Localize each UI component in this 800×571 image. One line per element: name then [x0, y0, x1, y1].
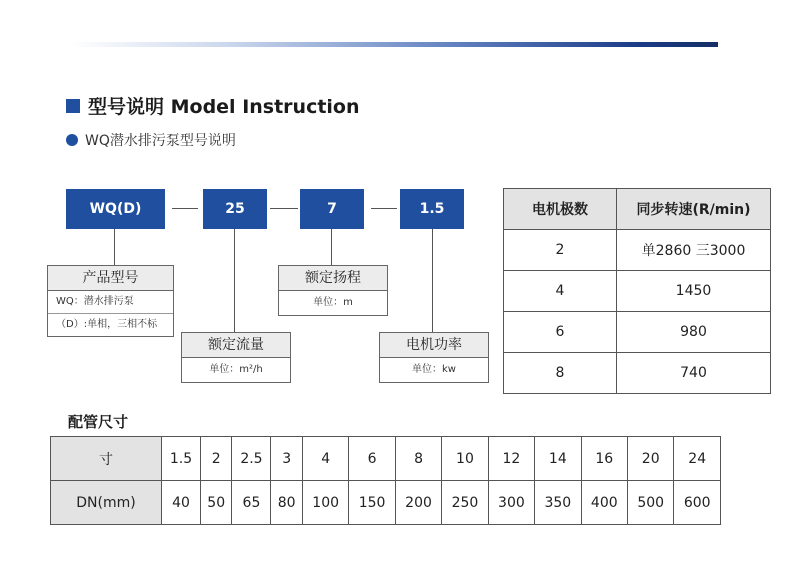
table-cell: 980 [617, 312, 771, 353]
code-segment-power: 1.5 [400, 189, 464, 229]
pipe-size-table [50, 436, 721, 525]
connector-line [432, 229, 433, 332]
table-cell: 24 [674, 437, 721, 481]
table-cell: 600 [674, 481, 721, 525]
code-segment-head: 7 [300, 189, 364, 229]
table-cell: 单2860 三3000 [617, 230, 771, 271]
header-gradient-bar [70, 42, 718, 47]
connector-line [114, 229, 115, 265]
label-unit: 单位：m²/h [209, 364, 263, 375]
code-dash [172, 208, 198, 209]
table-cell: 6 [349, 437, 395, 481]
table-cell: 4 [302, 437, 348, 481]
label-title: 产品型号 [48, 266, 173, 291]
table-row [51, 481, 721, 525]
table-cell: 2 [200, 437, 232, 481]
row-header: 寸 [51, 437, 162, 481]
section-subtitle [66, 130, 236, 150]
page-title: 型号说明 Model Instruction [88, 96, 360, 118]
table-cell: 80 [271, 481, 303, 525]
column-header: 电机极数 [504, 189, 617, 230]
square-bullet-icon [66, 99, 80, 113]
table-cell: 40 [162, 481, 201, 525]
table-cell: 8 [504, 353, 617, 394]
table-row [504, 230, 771, 271]
table-cell: 100 [302, 481, 348, 525]
table-cell: 16 [581, 437, 627, 481]
table-cell: 400 [581, 481, 627, 525]
table-row [504, 353, 771, 394]
label-title: 额定扬程 [279, 266, 387, 291]
code-dash [371, 208, 397, 209]
connector-line [234, 229, 235, 332]
table-row [504, 312, 771, 353]
rated-flow-label [181, 332, 291, 383]
table-cell: 350 [535, 481, 581, 525]
table-cell: 250 [442, 481, 488, 525]
section-title [66, 92, 360, 119]
table-cell: 150 [349, 481, 395, 525]
code-dash [270, 208, 298, 209]
table-cell: 6 [504, 312, 617, 353]
label-unit: 单位：kw [412, 364, 456, 375]
table-cell: 2.5 [232, 437, 271, 481]
table-cell: 65 [232, 481, 271, 525]
motor-pole-table [503, 188, 771, 394]
table-cell: 3 [271, 437, 303, 481]
table-cell: 500 [628, 481, 674, 525]
circle-bullet-icon [66, 134, 78, 146]
table-row [504, 271, 771, 312]
column-header: 同步转速(R/min) [617, 189, 771, 230]
motor-power-label [379, 332, 489, 383]
table-cell: 2 [504, 230, 617, 271]
product-type-label [47, 265, 174, 337]
table-cell: 200 [395, 481, 441, 525]
label-title: 额定流量 [182, 333, 290, 358]
table-cell: 12 [488, 437, 534, 481]
label-desc: WQ：潜水排污泵 [56, 296, 134, 307]
table-row [51, 437, 721, 481]
table-cell: 50 [200, 481, 232, 525]
label-unit: 单位：m [313, 297, 353, 308]
table-cell: 1.5 [162, 437, 201, 481]
table-cell: 740 [617, 353, 771, 394]
table-cell: 300 [488, 481, 534, 525]
table-cell: 4 [504, 271, 617, 312]
table-cell: 8 [395, 437, 441, 481]
table-header-row [504, 189, 771, 230]
table-cell: 14 [535, 437, 581, 481]
connector-line [331, 229, 332, 265]
table-cell: 1450 [617, 271, 771, 312]
code-segment-series: WQ(D) [66, 189, 165, 229]
label-title: 电机功率 [380, 333, 488, 358]
pipe-size-title: 配管尺寸 [68, 413, 129, 431]
label-desc: （D）:单相，三相不标 [48, 313, 173, 336]
table-cell: 10 [442, 437, 488, 481]
code-segment-flow: 25 [203, 189, 267, 229]
subtitle-text: WQ潜水排污泵型号说明 [85, 133, 236, 149]
table-cell: 20 [628, 437, 674, 481]
row-header: DN(mm) [51, 481, 162, 525]
rated-head-label [278, 265, 388, 316]
